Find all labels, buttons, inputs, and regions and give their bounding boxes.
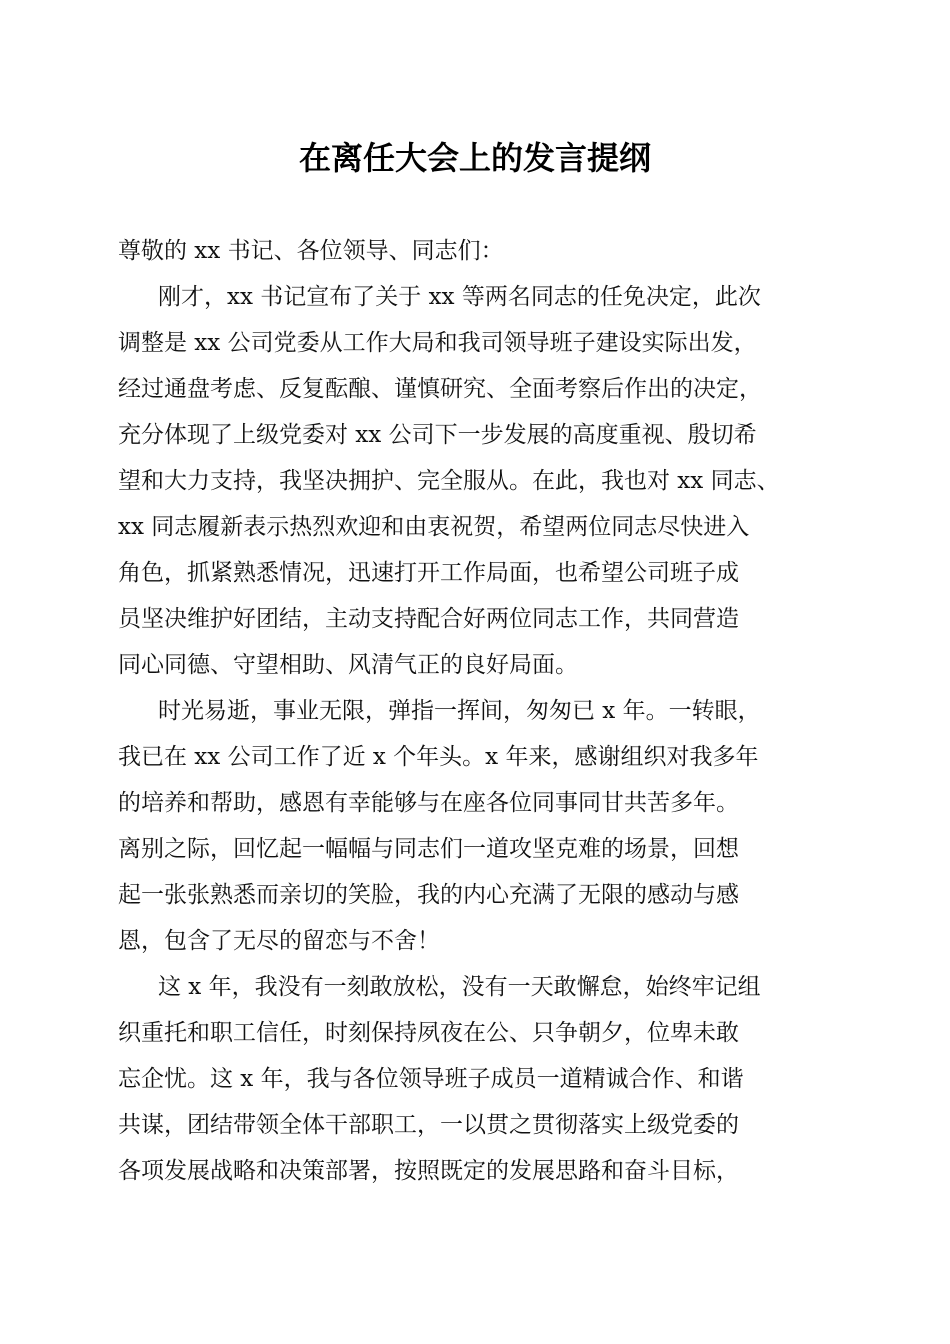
paragraph-line: 角色，抓紧熟悉情况，迅速打开工作局面，也希望公司班子成 [118, 560, 739, 586]
paragraph-3 [118, 964, 853, 1194]
paragraph-line: 这 x 年，我没有一刻敢放松，没有一天敢懈怠，始终牢记组 [158, 974, 761, 1000]
greeting-line: 尊敬的 xx 书记、各位领导、同志们： [118, 238, 504, 264]
paragraph-line: 共谋，团结带领全体干部职工，一以贯之贯彻落实上级党委的 [118, 1112, 739, 1138]
paragraph-line: 各项发展战略和决策部署，按照既定的发展思路和奋斗目标， [118, 1158, 739, 1184]
document-body [118, 228, 853, 1194]
paragraph-1 [118, 274, 853, 688]
paragraph-line: 的培养和帮助，感恩有幸能够与在座各位同事同甘共苦多年。 [118, 790, 739, 816]
paragraph-line: 恩，包含了无尽的留恋与不舍！ [118, 928, 440, 954]
paragraph-line: 望和大力支持，我坚决拥护、完全服从。在此，我也对 xx 同志、 [118, 468, 780, 494]
paragraph-line: 离别之际，回忆起一幅幅与同志们一道攻坚克难的场景，回想 [118, 836, 739, 862]
paragraph-line: 忘企忧。这 x 年，我与各位领导班子成员一道精诚合作、和谐 [118, 1066, 744, 1092]
paragraph-line: xx 同志履新表示热烈欢迎和由衷祝贺，希望两位同志尽快进入 [118, 514, 750, 540]
paragraph-line: 充分体现了上级党委对 xx 公司下一步发展的高度重视、殷切希 [118, 422, 757, 448]
paragraph-line: 我已在 xx 公司工作了近 x 个年头。x 年来，感谢组织对我多年 [118, 744, 759, 770]
paragraph-line: 调整是 xx 公司党委从工作大局和我司领导班子建设实际出发， [118, 330, 757, 356]
paragraph-line: 起一张张熟悉而亲切的笑脸，我的内心充满了无限的感动与感 [118, 882, 739, 908]
paragraph-line: 同心同德、守望相助、风清气正的良好局面。 [118, 652, 578, 678]
paragraph-line: 经过通盘考虑、反复酝酿、谨慎研究、全面考察后作出的决定， [118, 376, 762, 402]
paragraph-line: 员坚决维护好团结，主动支持配合好两位同志工作，共同营造 [118, 606, 739, 632]
paragraph-line: 织重托和职工信任，时刻保持夙夜在公、只争朝夕，位卑未敢 [118, 1020, 739, 1046]
paragraph-line: 刚才，xx 书记宣布了关于 xx 等两名同志的任免决定，此次 [158, 284, 761, 310]
paragraph-2 [118, 688, 853, 964]
document-title: 在离任大会上的发言提纲 [298, 139, 651, 177]
paragraph-line: 时光易逝，事业无限，弹指一挥间，匆匆已 x 年。一转眼， [158, 698, 761, 724]
